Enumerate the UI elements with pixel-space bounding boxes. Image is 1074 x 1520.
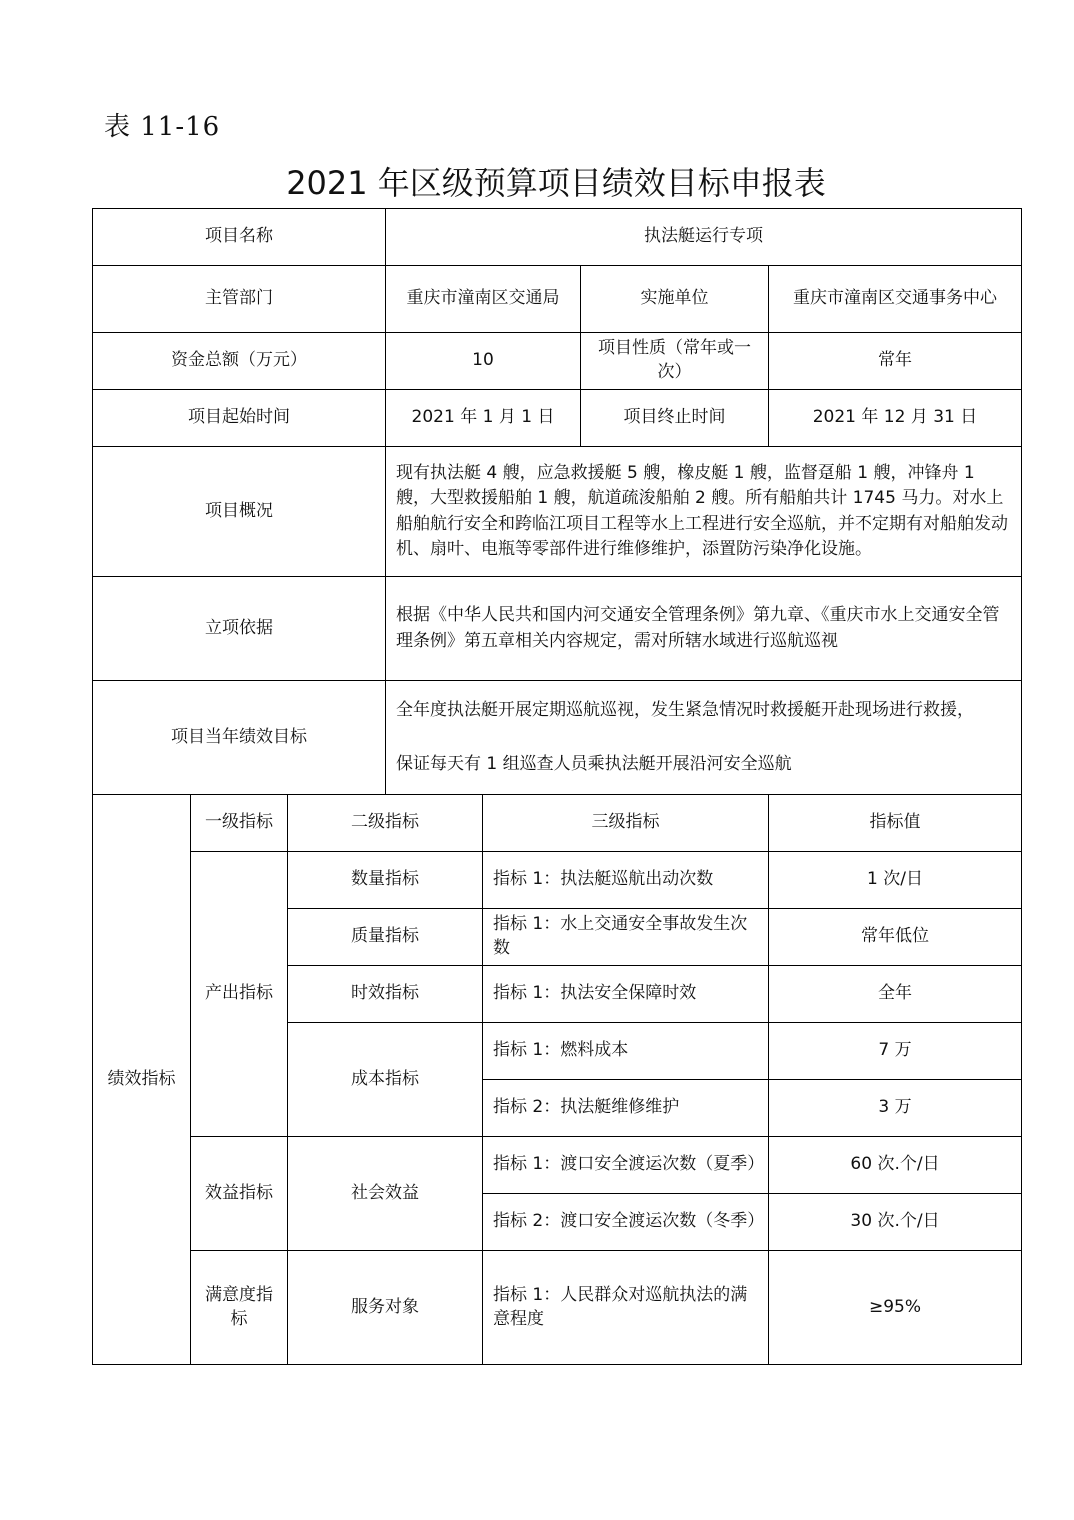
header-value: 指标值 xyxy=(769,795,1022,852)
time-row xyxy=(93,390,1022,447)
service-target-value: ≥95% xyxy=(769,1251,1022,1365)
service-target-item: 指标 1：人民群众对巡航执法的满意程度 xyxy=(483,1251,769,1365)
cost-indicator-item-2: 指标 2：执法艇维修维护 xyxy=(483,1080,769,1137)
end-label: 项目终止时间 xyxy=(581,390,769,447)
fund-row xyxy=(93,333,1022,390)
cost-indicator-value-2: 3 万 xyxy=(769,1080,1022,1137)
social-benefit-value-2: 30 次.个/日 xyxy=(769,1194,1022,1251)
cost-indicator-value-1: 7 万 xyxy=(769,1023,1022,1080)
table-number: 表 11-16 xyxy=(104,112,221,142)
quantity-indicator-item: 指标 1：执法艇巡航出动次数 xyxy=(483,852,769,909)
quantity-indicator-value: 1 次/日 xyxy=(769,852,1022,909)
overview-value: 现有执法艇 4 艘，应急救援艇 5 艘，橡皮艇 1 艘，监督趸船 1 艘，冲锋舟 1 艘，大型救援船舶 1 艘，航道疏浚船舶 2 艘。所有船舶共计 1745 马力。对水上船舶航行安全和跨临江项目工程等水上工程进行安全巡航，并不定期有对船舶发动机、扇叶、电瓶等零部件进行维修维护，添置防污染净化设施。 xyxy=(386,447,1022,577)
benefit-indicator-label: 效益指标 xyxy=(191,1137,288,1251)
indicator-header-row xyxy=(93,795,1022,852)
basis-label: 立项依据 xyxy=(93,577,386,681)
header-level2: 二级指标 xyxy=(288,795,483,852)
timeliness-indicator-label: 时效指标 xyxy=(288,966,483,1023)
dept-label: 主管部门 xyxy=(93,266,386,333)
fund-label: 资金总额（万元） xyxy=(93,333,386,390)
goal-value xyxy=(386,681,1022,795)
goal-row xyxy=(93,681,1022,795)
goal-line-1: 全年度执法艇开展定期巡航巡视，发生紧急情况时救援艇开赴现场进行救援， xyxy=(396,700,974,720)
social-benefit-value-1: 60 次.个/日 xyxy=(769,1137,1022,1194)
social-benefit-label: 社会效益 xyxy=(288,1137,483,1251)
header-level1: 一级指标 xyxy=(191,795,288,852)
basis-value: 根据《中华人民共和国内河交通安全管理条例》第九章、《重庆市水上交通安全管理条例》第五章相关内容规定，需对所辖水域进行巡航巡视 xyxy=(386,577,1022,681)
overview-label: 项目概况 xyxy=(93,447,386,577)
unit-value: 重庆市潼南区交通事务中心 xyxy=(769,266,1022,333)
start-value: 2021 年 1 月 1 日 xyxy=(386,390,581,447)
project-name-row xyxy=(93,209,1022,266)
page-title: 2021 年区级预算项目绩效目标申报表 xyxy=(286,164,826,202)
service-target-label: 服务对象 xyxy=(288,1251,483,1365)
overview-row xyxy=(93,447,1022,577)
quality-indicator-value: 常年低位 xyxy=(769,909,1022,966)
nature-value: 常年 xyxy=(769,333,1022,390)
satisfaction-indicator-label: 满意度指标 xyxy=(191,1251,288,1365)
goal-line-2: 保证每天有 1 组巡查人员乘执法艇开展沿河安全巡航 xyxy=(396,753,792,774)
quantity-indicator-label: 数量指标 xyxy=(288,852,483,909)
social-benefit-item-2: 指标 2：渡口安全渡运次数（冬季） xyxy=(483,1194,769,1251)
nature-label: 项目性质（常年或一次） xyxy=(581,333,769,390)
quality-indicator-item: 指标 1：水上交通安全事故发生次数 xyxy=(483,909,769,966)
table-row xyxy=(93,852,1022,909)
unit-label: 实施单位 xyxy=(581,266,769,333)
output-indicator-label: 产出指标 xyxy=(191,852,288,1137)
department-row xyxy=(93,266,1022,333)
end-value: 2021 年 12 月 31 日 xyxy=(769,390,1022,447)
start-label: 项目起始时间 xyxy=(93,390,386,447)
goal-label: 项目当年绩效目标 xyxy=(93,681,386,795)
basis-row xyxy=(93,577,1022,681)
table-row xyxy=(93,1137,1022,1194)
fund-value: 10 xyxy=(386,333,581,390)
timeliness-indicator-value: 全年 xyxy=(769,966,1022,1023)
table-row xyxy=(93,1251,1022,1365)
social-benefit-item-1: 指标 1：渡口安全渡运次数（夏季） xyxy=(483,1137,769,1194)
performance-target-table xyxy=(92,208,1022,1365)
quality-indicator-label: 质量指标 xyxy=(288,909,483,966)
project-name-value: 执法艇运行专项 xyxy=(386,209,1022,266)
goal-gap xyxy=(396,724,1011,752)
project-name-label: 项目名称 xyxy=(93,209,386,266)
timeliness-indicator-item: 指标 1：执法安全保障时效 xyxy=(483,966,769,1023)
cost-indicator-label: 成本指标 xyxy=(288,1023,483,1137)
header-level3: 三级指标 xyxy=(483,795,769,852)
indicator-section-label: 绩效指标 xyxy=(93,795,191,1365)
dept-value: 重庆市潼南区交通局 xyxy=(386,266,581,333)
cost-indicator-item-1: 指标 1：燃料成本 xyxy=(483,1023,769,1080)
